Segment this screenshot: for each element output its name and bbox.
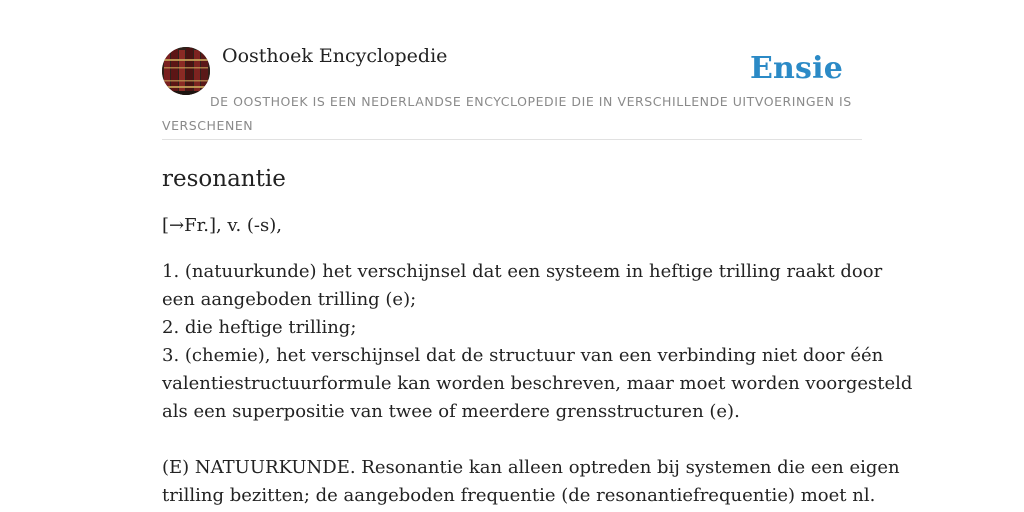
site-header <box>162 40 862 140</box>
ensie-logo[interactable]: Ensie <box>749 51 843 86</box>
site-title[interactable]: Oosthoek Encyclopedie <box>222 45 448 67</box>
definition-line: 3. (chemie), het verschijnsel dat de structuur van een verbinding niet door één <box>162 345 884 366</box>
entry-title: resonantie <box>162 166 286 192</box>
paragraph-break <box>162 426 872 454</box>
definition-line: 1. (natuurkunde) het verschijnsel dat een systeem in heftige trilling raakt door <box>162 261 883 282</box>
definition-line: een aangeboden trilling (e); <box>162 289 417 310</box>
entry-grammar: [→Fr.], v. (-s), <box>162 215 282 236</box>
definition-line: 2. die heftige trilling; <box>162 317 357 338</box>
book-spines-icon[interactable] <box>162 47 210 95</box>
entry-content <box>162 160 913 510</box>
definition-line: trilling bezitten; de aangeboden frequentie (de resonantiefrequentie) moet nl. <box>162 485 876 506</box>
entry-definitions <box>162 258 913 510</box>
definition-line: (E) NATUURKUNDE. Resonantie kan alleen optreden bij systemen die een eigen <box>162 457 900 478</box>
definition-line: als een superpositie van twee of meerdere grensstructuren (e). <box>162 401 740 422</box>
definition-line: valentiestructuurformule kan worden beschreven, maar moet worden voorgesteld <box>162 373 913 394</box>
site-tagline: DE OOSTHOEK IS EEN NEDERLANDSE ENCYCLOPEDIE DIE IN VERSCHILLENDE UITVOERINGEN IS VERSCHENEN <box>162 94 852 133</box>
